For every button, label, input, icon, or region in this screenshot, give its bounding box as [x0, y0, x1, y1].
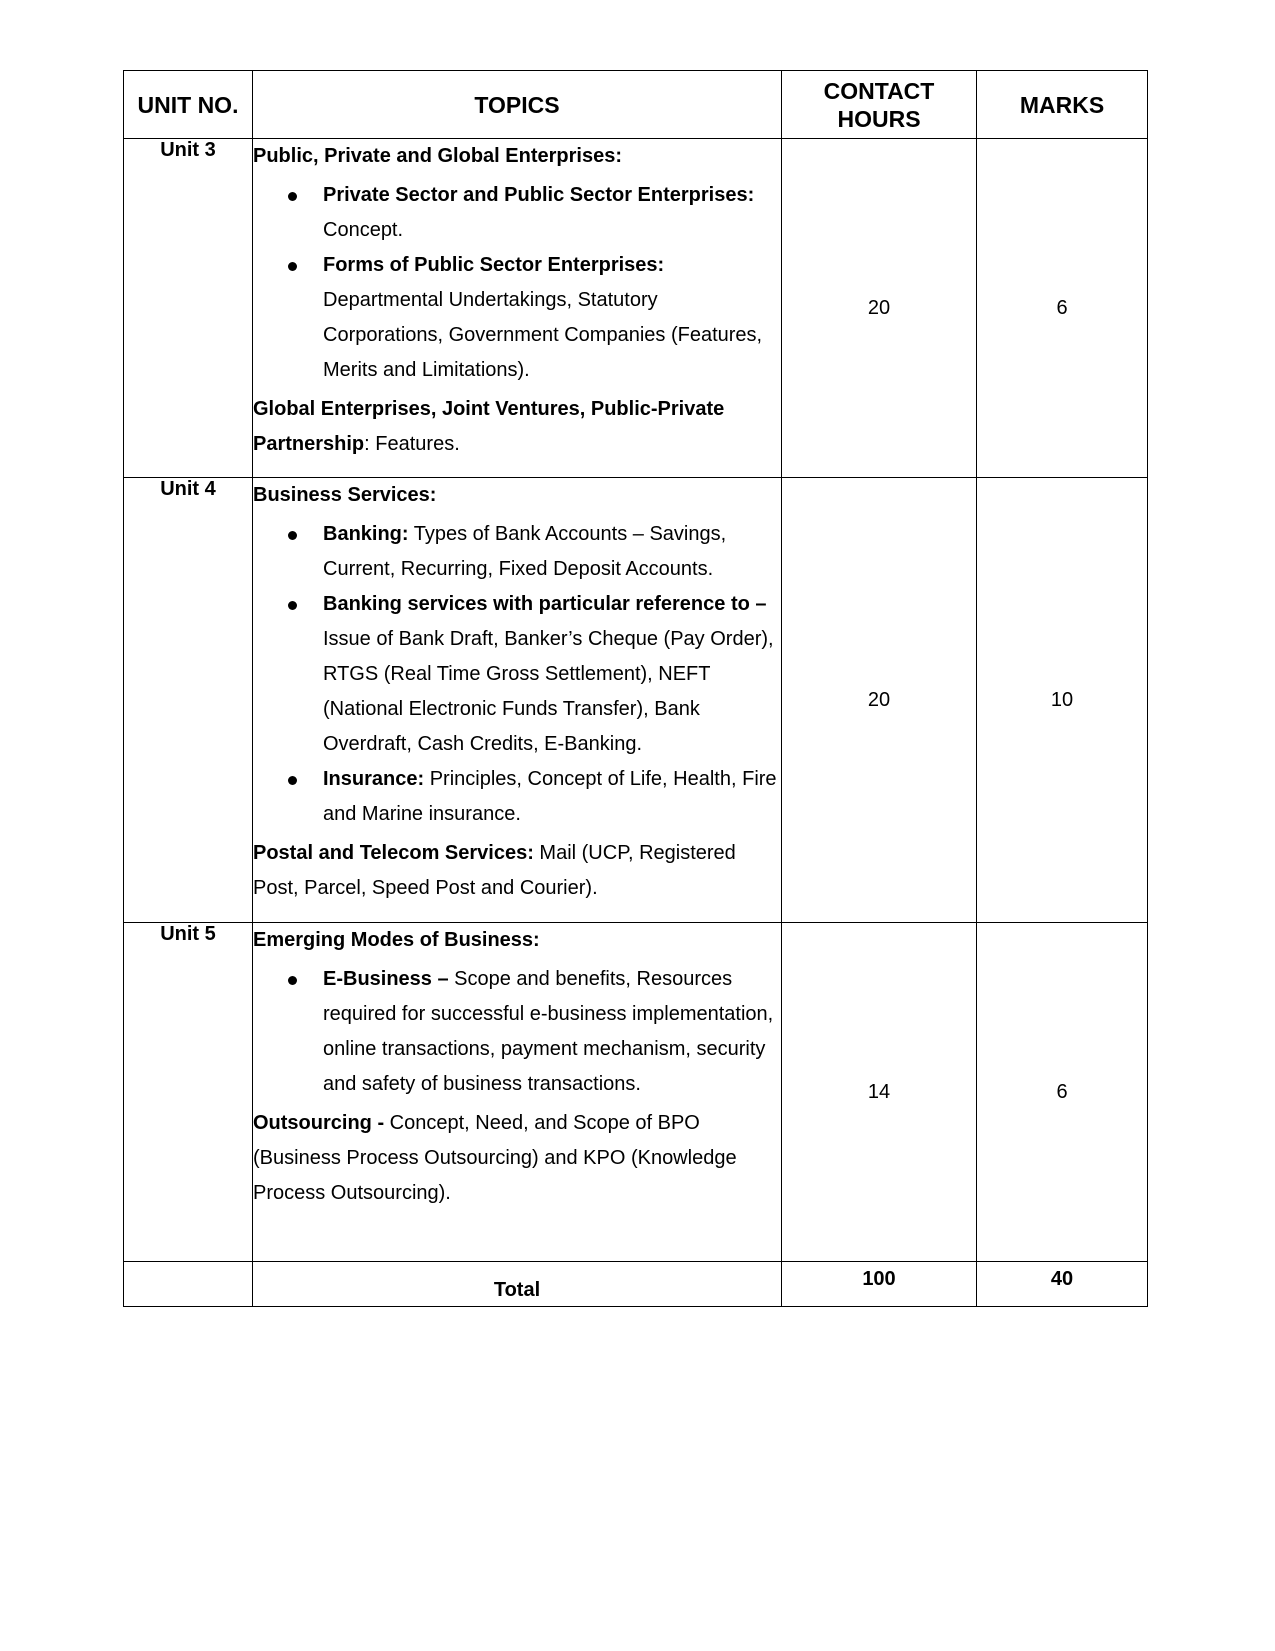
total-label: Total — [253, 1262, 782, 1307]
topic-cell — [253, 478, 782, 923]
header-contact-hours-line1: CONTACT — [823, 77, 935, 104]
table-row-unit-3 — [124, 139, 1148, 478]
header-contact-hours — [782, 71, 977, 139]
bullet-item — [323, 248, 781, 388]
bullet-heading: Banking: — [323, 523, 409, 545]
closing-heading: Postal and Telecom Services: — [253, 842, 534, 864]
unit-label: Unit 3 — [124, 139, 253, 478]
header-marks: MARKS — [977, 71, 1148, 139]
bullet-heading: Forms of Public Sector Enterprises: — [323, 254, 665, 276]
header-contact-hours-line2: HOURS — [837, 105, 921, 132]
bullet-heading: E-Business – — [323, 968, 449, 990]
closing-text: : Features. — [364, 433, 460, 455]
bullet-icon — [288, 192, 297, 201]
bullet-icon — [288, 601, 297, 610]
contact-hours-value: 20 — [782, 478, 977, 923]
topic-cell — [253, 139, 782, 478]
header-unit-no: UNIT NO. — [124, 71, 253, 139]
closing-paragraph — [253, 1106, 781, 1211]
unit-label: Unit 5 — [124, 923, 253, 1262]
bullet-icon — [288, 976, 297, 985]
bullet-heading: Banking services with particular reference to – — [323, 593, 767, 615]
bullet-text: Departmental Undertakings, Statutory Corporations, Government Companies (Features, Merits and Limitations). — [323, 289, 763, 381]
marks-value: 6 — [977, 923, 1148, 1262]
unit-label: Unit 4 — [124, 478, 253, 923]
header-topics: TOPICS — [253, 71, 782, 139]
syllabus-table — [123, 70, 1148, 1307]
topic-bullet-list — [253, 178, 781, 388]
bullet-item — [323, 962, 781, 1102]
total-contact-hours: 100 — [782, 1262, 977, 1307]
total-marks: 40 — [977, 1262, 1148, 1307]
bullet-item — [323, 178, 781, 248]
bullet-text: Scope and benefits, Resources required for successful e-business implementation, online transactions, payment mechanism, security and safety of business transactions. — [323, 968, 774, 1095]
closing-paragraph — [253, 392, 781, 462]
bullet-text: Principles, Concept of Life, Health, Fire and Marine insurance. — [323, 768, 777, 825]
table-row-unit-5 — [124, 923, 1148, 1262]
bullet-item — [323, 517, 781, 587]
section-title: Business Services: — [253, 484, 437, 506]
closing-paragraph — [253, 836, 781, 906]
bullet-item — [323, 587, 781, 762]
topic-cell — [253, 923, 782, 1262]
marks-value: 10 — [977, 478, 1148, 923]
bullet-item — [323, 762, 781, 832]
closing-heading: Outsourcing - — [253, 1112, 385, 1134]
bullet-text: Types of Bank Accounts – Savings, Current, Recurring, Fixed Deposit Accounts. — [323, 523, 727, 580]
total-empty-cell — [124, 1262, 253, 1307]
contact-hours-value: 20 — [782, 139, 977, 478]
table-row-total — [124, 1262, 1148, 1307]
topic-bullet-list — [253, 517, 781, 832]
closing-text: Mail (UCP, Registered Post, Parcel, Speed Post and Courier). — [253, 842, 736, 899]
closing-text: Concept, Need, and Scope of BPO (Business Process Outsourcing) and KPO (Knowledge Process Outsourcing). — [253, 1112, 737, 1204]
bullet-text: Issue of Bank Draft, Banker’s Cheque (Pay Order), RTGS (Real Time Gross Settlement), NEFT (National Electronic Funds Transfer), Bank Overdraft, Cash Credits, E-Banking. — [323, 628, 774, 755]
table-row-unit-4 — [124, 478, 1148, 923]
section-title: Emerging Modes of Business: — [253, 929, 540, 951]
bullet-heading: Insurance: — [323, 768, 425, 790]
contact-hours-value: 14 — [782, 923, 977, 1262]
bullet-heading: Private Sector and Public Sector Enterprises: — [323, 184, 755, 206]
section-title: Public, Private and Global Enterprises: — [253, 145, 622, 167]
bullet-icon — [288, 531, 297, 540]
topic-bullet-list — [253, 962, 781, 1102]
bullet-icon — [288, 776, 297, 785]
table-header-row — [124, 71, 1148, 139]
marks-value: 6 — [977, 139, 1148, 478]
closing-heading: Global Enterprises, Joint Ventures, Public-Private Partnership — [253, 398, 725, 455]
bullet-text: Concept. — [323, 219, 404, 241]
bullet-icon — [288, 262, 297, 271]
